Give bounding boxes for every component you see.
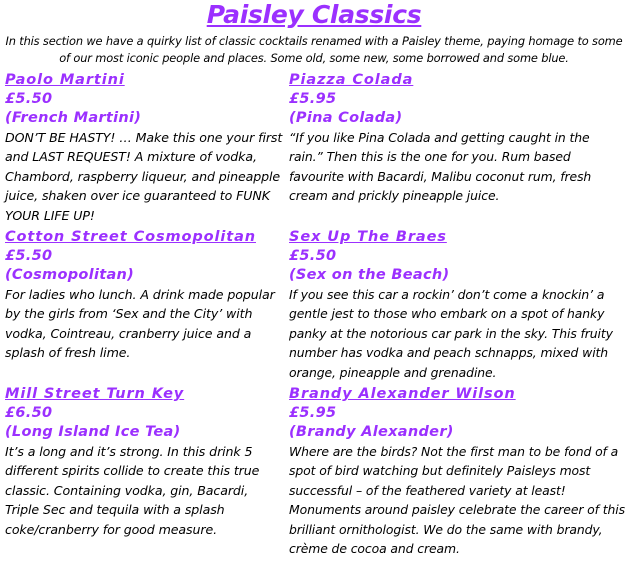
cocktail-name: Brandy Alexander Wilson [289, 386, 516, 402]
cocktail-description: Where are the birds? Not the first man to be fond of a spot of bird watching but definitely Paisleys most successful – of the feathered variety at least! Monuments around paisley celebrate the career of this brilliant ornithologist. We do the same with brandy, crème de cocoa and cream. [289, 444, 625, 557]
cocktail-original-name: (French Martini) [5, 110, 142, 126]
cocktail-name: Sex Up The Braes [289, 229, 447, 245]
cocktail-original-name: (Pina Colada) [289, 110, 403, 126]
cocktail-original-name: (Cosmopolitan) [5, 267, 135, 283]
cocktail-description: It’s a long and it’s strong. In this drink 5 different spirits collide to create this true classic. Containing vodka, gin, Bacardi, Triple Sec and tequila with a splash coke/cranberry for good measure. [5, 444, 260, 537]
page-title: Paisley Classics [206, 0, 422, 29]
cocktail-price: £5.50 [289, 248, 337, 264]
intro-text: In this section we have a quirky list of classic cocktails renamed with a Paisley theme, paying homage to some of our most iconic people and places. Some old, some new, some borrowed and some blue. [5, 34, 623, 65]
cocktail-description: “If you like Pina Colada and getting caught in the rain.” Then this is the one for you. Rum based favourite with Bacardi, Malibu coconut rum, fresh cream and prickly pineapple juice. [289, 130, 592, 204]
cocktail-price: £5.95 [289, 91, 337, 107]
cocktail-item [5, 71, 283, 225]
cocktail-original-name: (Sex on the Beach) [289, 267, 450, 283]
cocktail-price: £5.50 [5, 91, 53, 107]
cocktail-price: £6.50 [5, 405, 53, 421]
cocktail-name: Paolo Martini [5, 72, 125, 88]
cocktail-price: £5.50 [5, 248, 53, 264]
cocktail-description: For ladies who lunch. A drink made popular by the girls from ‘Sex and the City’ with vodka, Cointreau, cranberry juice and a splash of fresh lime. [5, 287, 275, 361]
cocktail-name: Piazza Colada [289, 72, 414, 88]
cocktail-original-name: (Long Island Ice Tea) [5, 424, 181, 440]
cocktail-item [5, 385, 283, 539]
cocktail-description: DON’T BE HASTY! … Make this one your first and LAST REQUEST! A mixture of vodka, Chambord, raspberry liqueur, and pineapple juice, shaken over ice guaranteed to FUNK YOUR LIFE UP! [5, 130, 283, 223]
cocktail-item [5, 228, 283, 363]
cocktail-original-name: (Brandy Alexander) [289, 424, 454, 440]
cocktail-description: If you see this car a rockin’ don’t come a knockin’ a gentle jest to those who embark on a spot of hanky panky at the notorious car park in the sky. This fruity number has vodka and peach schnapps, mixed with orange, pineapple and grenadine. [289, 287, 613, 380]
cocktail-name: Mill Street Turn Key [5, 386, 185, 402]
cocktail-item [289, 71, 627, 206]
cocktail-name: Cotton Street Cosmopolitan [5, 229, 256, 245]
cocktail-price: £5.95 [289, 405, 337, 421]
cocktail-item [289, 385, 627, 558]
cocktail-item [289, 228, 627, 382]
